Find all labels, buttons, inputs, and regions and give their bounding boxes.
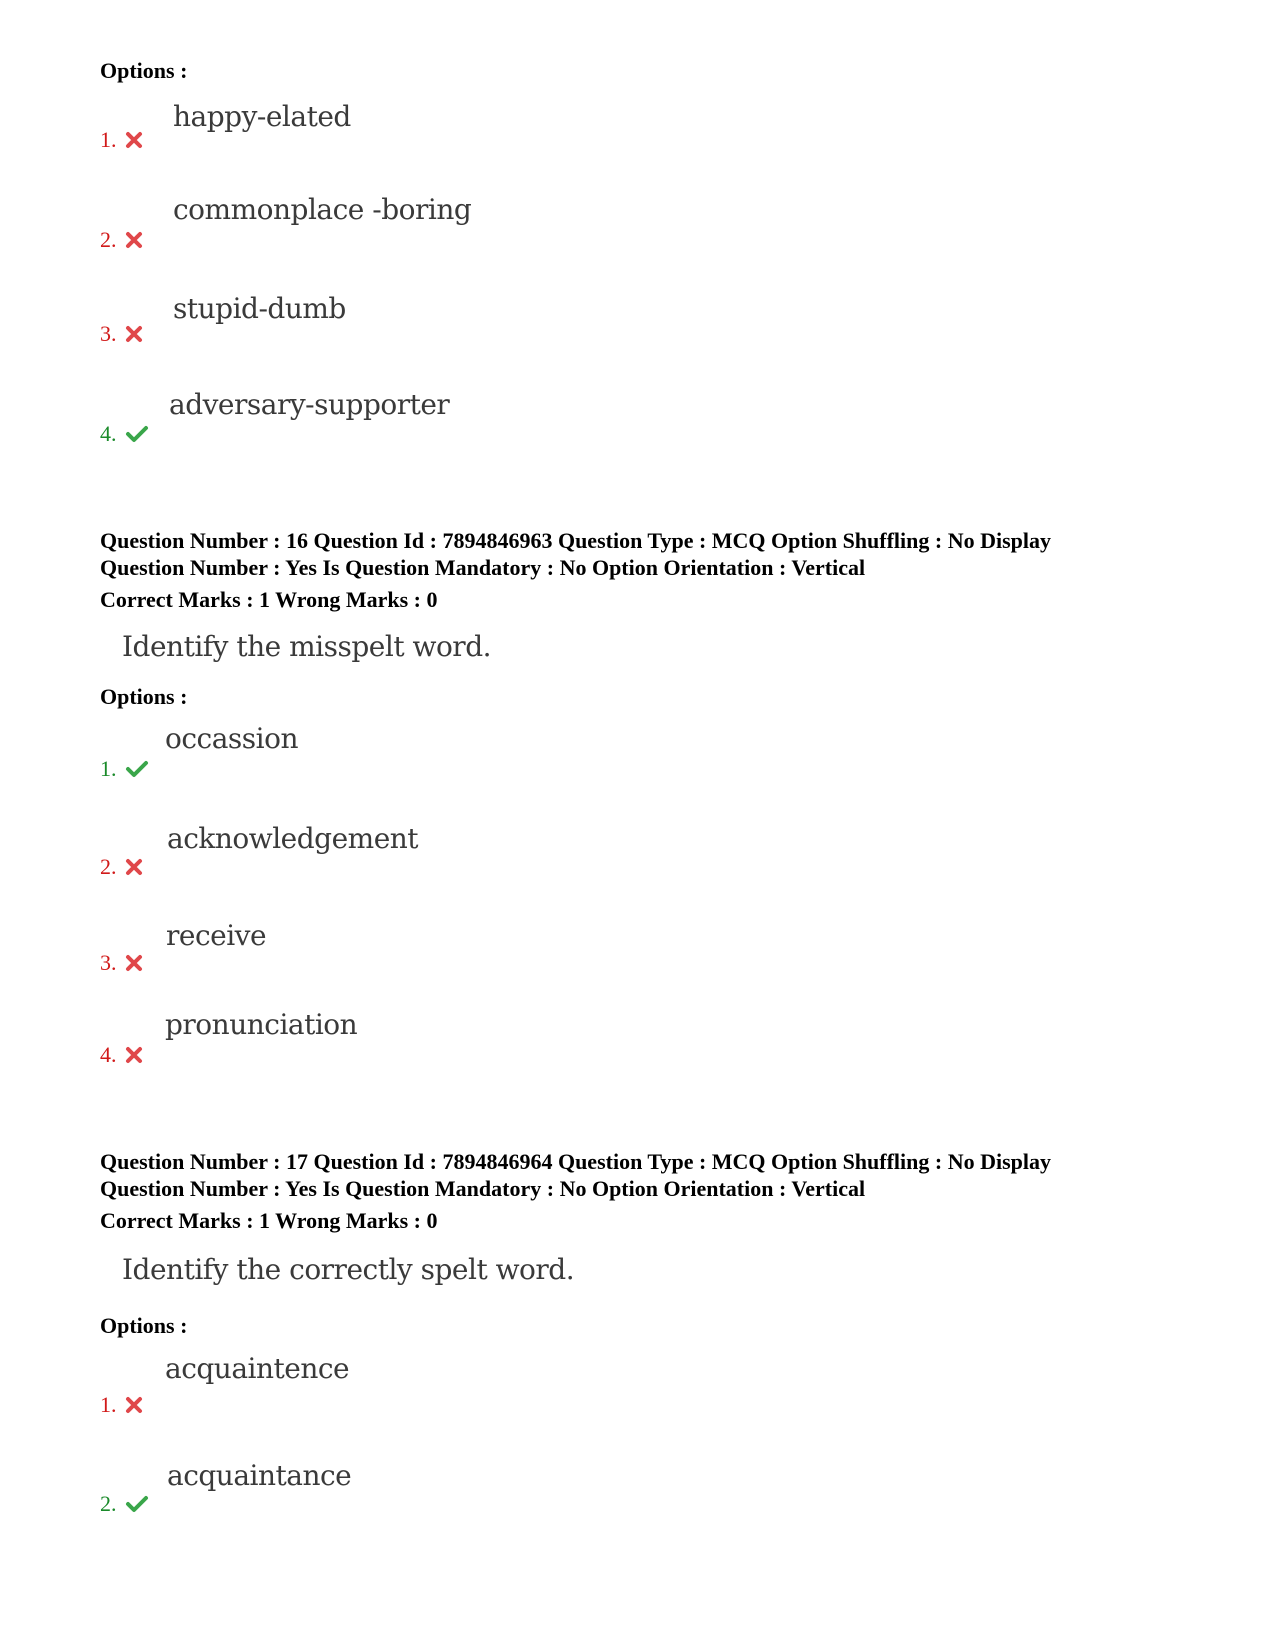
check-icon xyxy=(125,760,149,778)
option-text: happy-elated xyxy=(173,100,351,133)
option-number xyxy=(100,1393,143,1417)
question-prompt: Identify the misspelt word. xyxy=(122,630,492,663)
option-number-label: 1. xyxy=(100,127,117,152)
option-text: receive xyxy=(166,919,267,952)
option-number-label: 2. xyxy=(100,854,117,879)
option-number-label: 2. xyxy=(100,227,117,252)
options-label: Options : xyxy=(100,1313,188,1338)
cross-icon xyxy=(125,1396,143,1414)
option-number xyxy=(100,322,143,346)
option-text: commonplace -boring xyxy=(173,193,472,226)
cross-icon xyxy=(125,954,143,972)
options-label: Options : xyxy=(100,58,188,83)
option-number xyxy=(100,128,143,152)
option-number xyxy=(100,951,143,975)
question-header-line1: Question Number : 16 Question Id : 7894846963 Question Type : MCQ Option Shuffling : No Display xyxy=(100,528,1052,553)
marks-line: Correct Marks : 1 Wrong Marks : 0 xyxy=(100,1208,438,1233)
option-text: acknowledgement xyxy=(167,822,419,855)
cross-icon xyxy=(125,858,143,876)
question-header-line2: Question Number : Yes Is Question Mandatory : No Option Orientation : Vertical xyxy=(100,555,866,580)
option-number xyxy=(100,855,143,879)
option-number xyxy=(100,757,149,781)
option-number-label: 1. xyxy=(100,1392,117,1417)
option-number-label: 4. xyxy=(100,1042,117,1067)
option-number-label: 2. xyxy=(100,1491,117,1516)
option-number-label: 3. xyxy=(100,950,117,975)
options-label: Options : xyxy=(100,684,188,709)
cross-icon xyxy=(125,131,143,149)
option-text: occassion xyxy=(165,722,298,755)
question-header-line2: Question Number : Yes Is Question Mandatory : No Option Orientation : Vertical xyxy=(100,1176,866,1201)
option-number-label: 1. xyxy=(100,756,117,781)
option-text: acquaintance xyxy=(167,1459,352,1492)
option-number xyxy=(100,1043,143,1067)
option-number-label: 4. xyxy=(100,421,117,446)
question-prompt: Identify the correctly spelt word. xyxy=(122,1253,575,1286)
option-text: pronunciation xyxy=(165,1008,358,1041)
cross-icon xyxy=(125,231,143,249)
question-header-line1: Question Number : 17 Question Id : 7894846964 Question Type : MCQ Option Shuffling : No Display xyxy=(100,1149,1052,1174)
cross-icon xyxy=(125,1046,143,1064)
option-text: adversary-supporter xyxy=(169,388,450,421)
marks-line: Correct Marks : 1 Wrong Marks : 0 xyxy=(100,587,438,612)
cross-icon xyxy=(125,325,143,343)
option-number xyxy=(100,422,149,446)
option-text: acquaintence xyxy=(165,1352,350,1385)
check-icon xyxy=(125,425,149,443)
check-icon xyxy=(125,1495,149,1513)
option-number xyxy=(100,228,143,252)
option-number-label: 3. xyxy=(100,321,117,346)
option-text: stupid-dumb xyxy=(173,292,346,325)
option-number xyxy=(100,1492,149,1516)
